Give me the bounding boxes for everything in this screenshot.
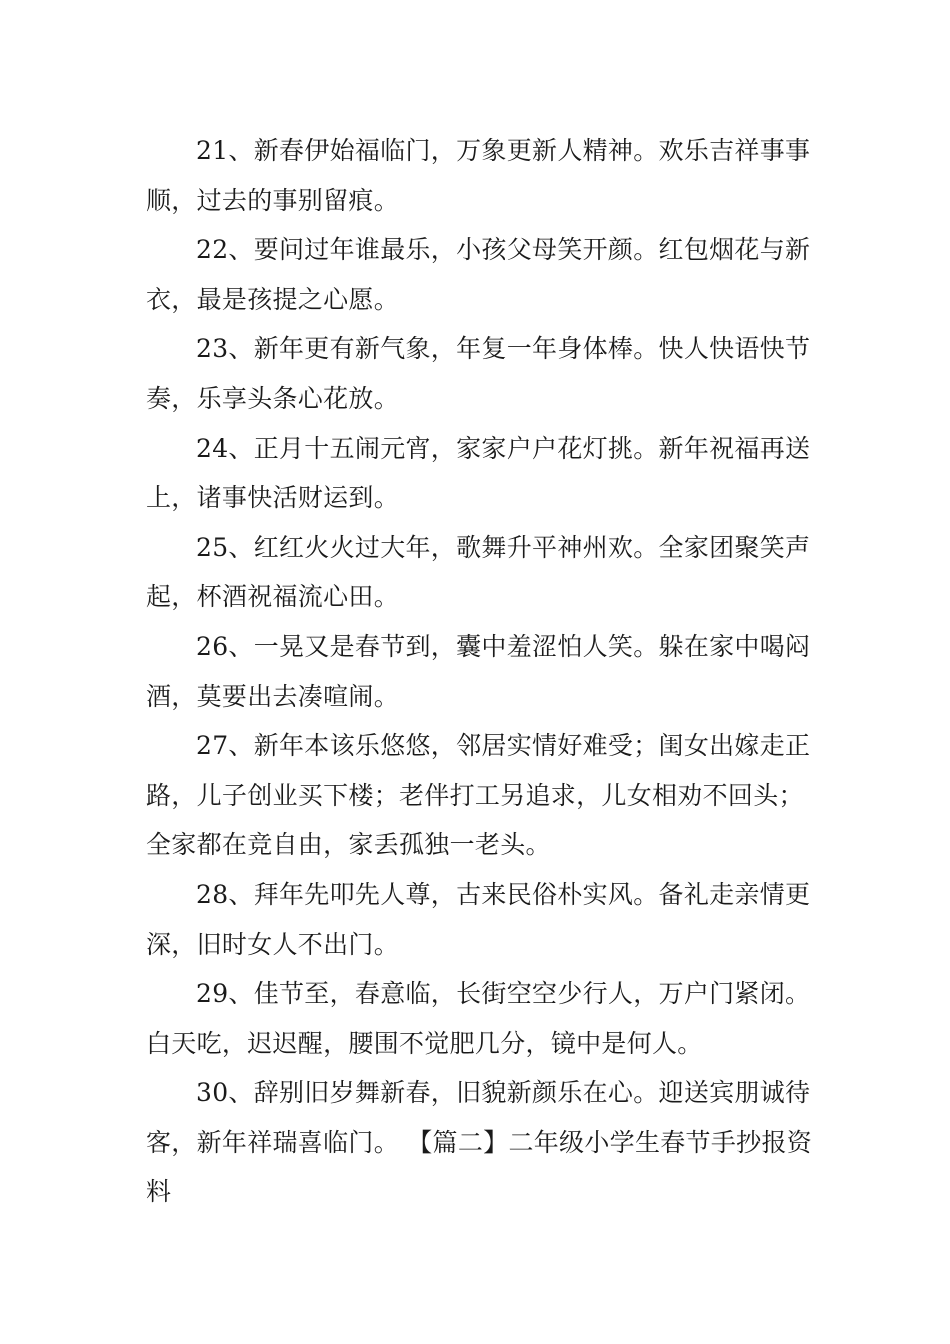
paragraph-21: 21、新春伊始福临门，万象更新人精神。欢乐吉祥事事顺，过去的事别留痕。: [146, 136, 811, 215]
paragraph-26: 26、一晃又是春节到，囊中羞涩怕人笑。躲在家中喝闷酒，莫要出去凑喧闹。: [146, 631, 811, 711]
paragraph-25: 25、红红火火过大年，歌舞升平神州欢。全家团聚笑声起，杯酒祝福流心田。: [146, 532, 811, 612]
paragraph-23: 23、新年更有新气象，年复一年身体棒。快人快语快节奏，乐享头条心花放。: [146, 334, 811, 413]
paragraph-29: 29、佳节至，春意临，长街空空少行人，万户门紧闭。白天吃，迟迟醒，腰围不觉肥几分，镜中是何人。: [146, 979, 811, 1058]
paragraph-30: 30、辞别旧岁舞新春，旧貌新颜乐在心。迎送宾朋诚待客，新年祥瑞喜临门。 【篇二】二年级小学生春节手抄报资料: [146, 1078, 813, 1207]
paragraph-22: 22、要问过年谁最乐，小孩父母笑开颜。红包烟花与新衣，最是孩提之心愿。: [146, 235, 811, 314]
paragraph-24: 24、正月十五闹元宵，家家户户花灯挑。新年祝福再送上，诸事快活财运到。: [146, 433, 811, 513]
paragraph-28: 28、拜年先叩先人尊，古来民俗朴实风。备礼走亲情更深，旧时女人不出门。: [146, 879, 811, 959]
document-body: [146, 126, 826, 1217]
paragraph-27: 27、新年本该乐悠悠，邻居实情好难受；闺女出嫁走正路，儿子创业买下楼；老伴打工另追求，儿女相劝不回头；全家都在竞自由，家丢孤独一老头。: [146, 731, 811, 860]
